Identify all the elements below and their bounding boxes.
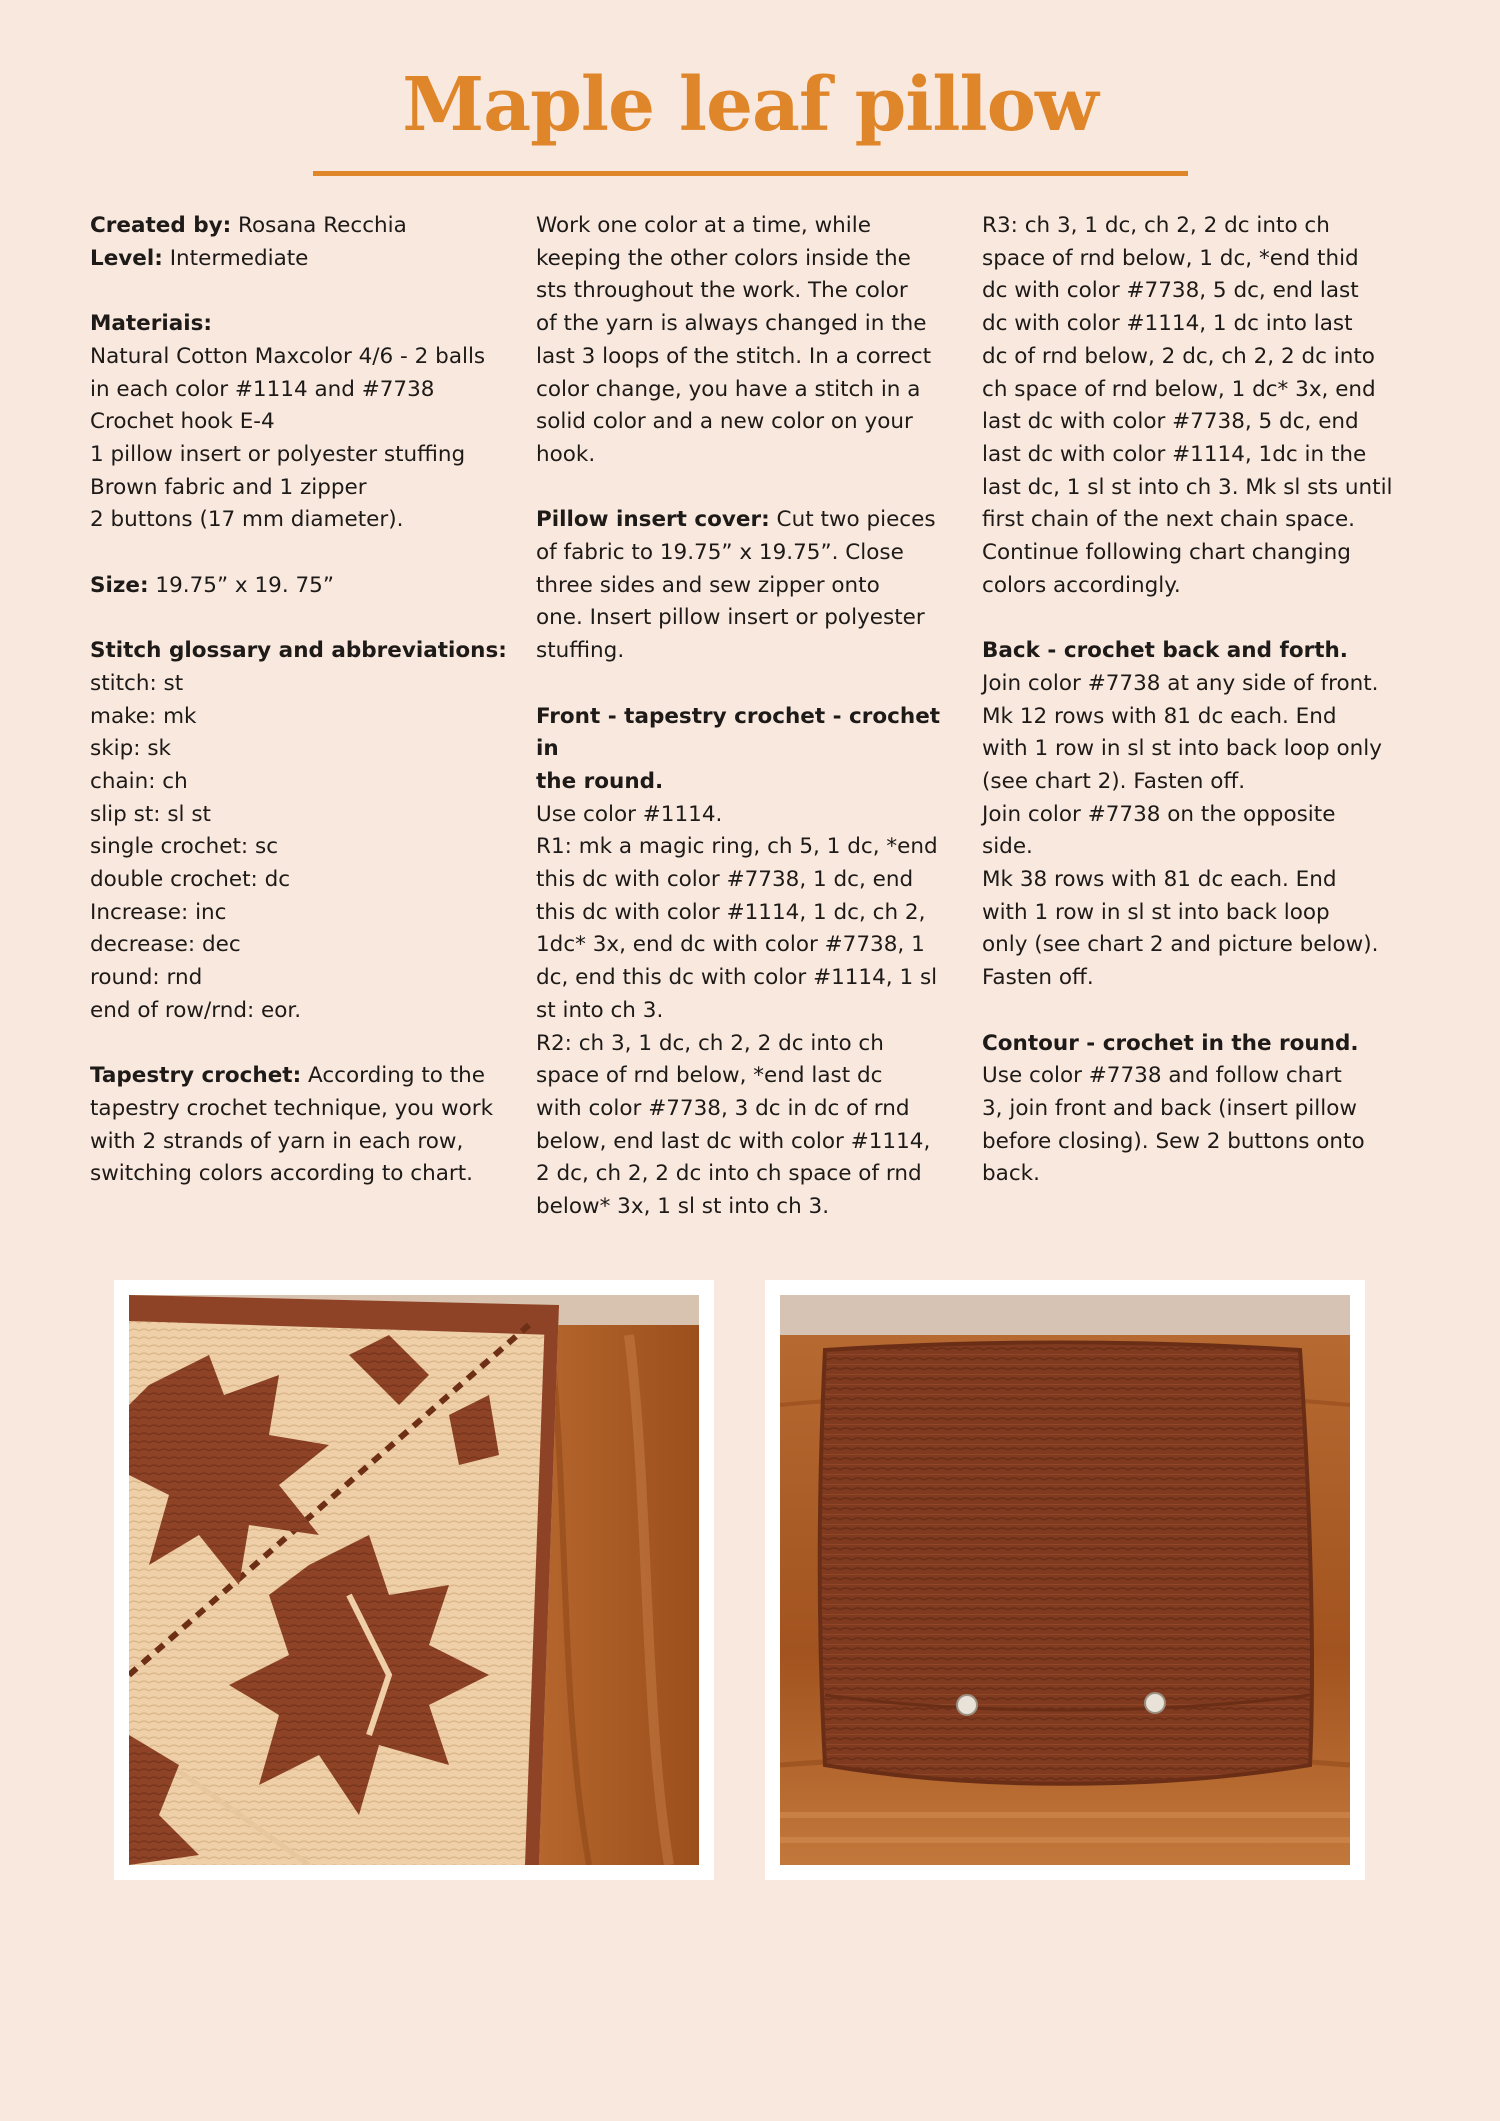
intro-line: last 3 loops of the stitch. In a correct — [536, 343, 932, 369]
back-line: with 1 row in sl st into back loop — [982, 899, 1330, 925]
contour-heading: Contour - crochet in the round. — [982, 1030, 1359, 1056]
level-value: Intermediate — [162, 245, 309, 271]
tapestry-line: Tapestry crochet: According to the — [90, 1063, 486, 1089]
glossary-item: skip: sk — [90, 736, 172, 762]
materials-line: 1 pillow insert or polyester stuffing — [90, 441, 466, 467]
back-heading: Back - crochet back and forth. — [982, 638, 1348, 664]
column-2 — [536, 210, 966, 1224]
intro-line: keeping the other colors inside the — [536, 245, 911, 271]
materials-line: Natural Cotton Maxcolor 4/6 - 2 balls — [90, 343, 486, 369]
intro-line: solid color and a new color on your — [536, 409, 913, 435]
r3-line: colors accordingly. — [982, 572, 1181, 598]
r3-line: last dc with color #1114, 1dc in the — [982, 441, 1367, 467]
back-line: Mk 12 rows with 81 dc each. End — [982, 703, 1337, 729]
glossary-item: stitch: st — [90, 670, 184, 696]
title-underline — [313, 171, 1188, 176]
level-line — [90, 243, 520, 276]
glossary-item: chain: ch — [90, 768, 188, 794]
insert-line: of fabric to 19.75” x 19.75”. Close — [536, 540, 904, 566]
contour-line: 3, join front and back (insert pillow — [982, 1095, 1357, 1121]
materials-heading: Materiais: — [90, 311, 213, 337]
column-1 — [90, 210, 520, 1191]
front-line: R2: ch 3, 1 dc, ch 2, 2 dc into ch — [536, 1030, 884, 1056]
back-line: Fasten off. — [982, 965, 1094, 991]
pillow-front-photo — [129, 1295, 699, 1865]
insert-line: three sides and sew zipper onto — [536, 572, 880, 598]
r3-line: Continue following chart changing — [982, 540, 1351, 566]
front-line: 1dc* 3x, end dc with color #7738, 1 — [536, 932, 925, 958]
r3-line: dc with color #7738, 5 dc, end last — [982, 278, 1359, 304]
column-3 — [982, 210, 1412, 1191]
tapestry-line: with 2 strands of yarn in each row, — [90, 1128, 464, 1154]
materials-line: in each color #1114 and #7738 — [90, 376, 435, 402]
back-line: side. — [982, 834, 1033, 860]
back-line: (see chart 2). Fasten off. — [982, 768, 1246, 794]
pillow-front-illustration — [129, 1295, 699, 1865]
insert-line: Pillow insert cover: Cut two pieces — [536, 507, 936, 533]
created-by-label: Created by: — [90, 213, 232, 238]
level-label: Level: — [90, 245, 163, 271]
created-by-value: Rosana Recchia — [231, 213, 407, 238]
front-line: 2 dc, ch 2, 2 dc into ch space of rnd — [536, 1161, 922, 1187]
materials-line: 2 buttons (17 mm diameter). — [90, 507, 404, 533]
r3-line: ch space of rnd below, 1 dc* 3x, end — [982, 376, 1376, 402]
front-line: below* 3x, 1 sl st into ch 3. — [536, 1194, 830, 1220]
materials-line: Brown fabric and 1 zipper — [90, 474, 367, 500]
pillow-back-illustration — [780, 1295, 1350, 1865]
back-line: Join color #7738 on the opposite — [982, 801, 1336, 827]
intro-line: hook. — [536, 441, 596, 467]
tapestry-label: Tapestry crochet: — [90, 1063, 302, 1089]
r3-line: first chain of the next chain space. — [982, 507, 1356, 533]
photo-frame-front — [114, 1280, 714, 1880]
page-title: Maple leaf pillow — [402, 62, 1098, 148]
r3-line: dc with color #1114, 1 dc into last — [982, 311, 1353, 337]
size-line — [90, 570, 520, 603]
front-line: with color #7738, 3 dc in dc of rnd — [536, 1095, 910, 1121]
back-line: Mk 38 rows with 81 dc each. End — [982, 867, 1337, 893]
created-by-line — [90, 210, 520, 243]
r3-line: dc of rnd below, 2 dc, ch 2, 2 dc into — [982, 343, 1375, 369]
glossary-item: double crochet: dc — [90, 867, 291, 893]
contour-line: before closing). Sew 2 buttons onto — [982, 1128, 1365, 1154]
front-line: R1: mk a magic ring, ch 5, 1 dc, *end — [536, 834, 938, 860]
front-line: space of rnd below, *end last dc — [536, 1063, 883, 1089]
front-heading: the round. — [536, 768, 664, 794]
front-line: this dc with color #7738, 1 dc, end — [536, 867, 914, 893]
glossary-item: decrease: dec — [90, 932, 241, 958]
front-line: dc, end this dc with color #1114, 1 sl — [536, 965, 938, 991]
front-line: st into ch 3. — [536, 997, 664, 1023]
back-line: only (see chart 2 and picture below). — [982, 932, 1379, 958]
glossary-heading: Stitch glossary and abbreviations: — [90, 638, 507, 664]
intro-line: color change, you have a stitch in a — [536, 376, 921, 402]
tapestry-line: switching colors according to chart. — [90, 1161, 474, 1187]
insert-label: Pillow insert cover: — [536, 507, 770, 533]
glossary-item: slip st: sl st — [90, 801, 211, 827]
r3-line: last dc, 1 sl st into ch 3. Mk sl sts until — [982, 474, 1393, 500]
r3-line: last dc with color #7738, 5 dc, end — [982, 409, 1359, 435]
back-line: with 1 row in sl st into back loop only — [982, 736, 1382, 762]
back-line: Join color #7738 at any side of front. — [982, 670, 1379, 696]
pillow-back-photo — [780, 1295, 1350, 1865]
r3-line: space of rnd below, 1 dc, *end thid — [982, 245, 1359, 271]
insert-line: stuffing. — [536, 638, 625, 664]
intro-line: sts throughout the work. The color — [536, 278, 908, 304]
insert-line: one. Insert pillow insert or polyester — [536, 605, 925, 631]
r3-line: R3: ch 3, 1 dc, ch 2, 2 dc into ch — [982, 213, 1330, 238]
tapestry-line: tapestry crochet technique, you work — [90, 1095, 494, 1121]
size-label: Size: — [90, 572, 149, 598]
size-value: 19.75” x 19. 75” — [148, 572, 334, 598]
intro-line: of the yarn is always changed in the — [536, 311, 927, 337]
glossary-item: single crochet: sc — [90, 834, 279, 860]
glossary-item: end of row/rnd: eor. — [90, 997, 302, 1023]
front-line: this dc with color #1114, 1 dc, ch 2, — [536, 899, 926, 925]
intro-line: Work one color at a time, while — [536, 213, 871, 238]
front-line: Use color #1114. — [536, 801, 723, 827]
photo-frame-back — [765, 1280, 1365, 1880]
glossary-item: Increase: inc — [90, 899, 227, 925]
contour-line: Use color #7738 and follow chart — [982, 1063, 1342, 1089]
glossary-item: round: rnd — [90, 965, 203, 991]
front-line: below, end last dc with color #1114, — [536, 1128, 931, 1154]
front-heading: Front - tapestry crochet - crochet in — [536, 703, 941, 762]
contour-line: back. — [982, 1161, 1040, 1187]
materials-line: Crochet hook E-4 — [90, 409, 275, 435]
glossary-item: make: mk — [90, 703, 197, 729]
